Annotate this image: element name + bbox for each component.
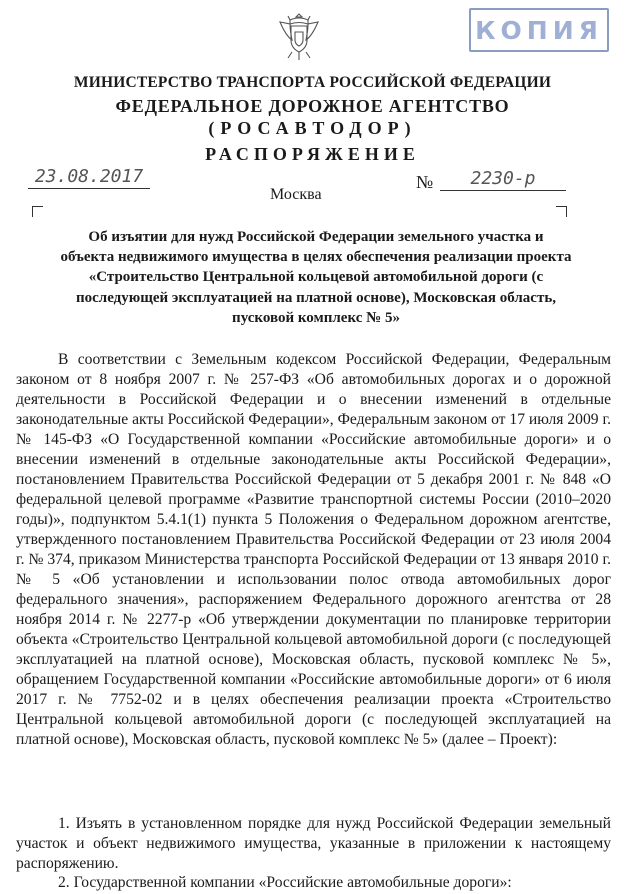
coat-of-arms-icon <box>276 8 322 62</box>
document-city: Москва <box>270 186 322 203</box>
number-label: № <box>416 172 434 192</box>
agency-short-name: (РОСАВТОДОР) <box>208 118 417 138</box>
document-date: 23.08.2017 <box>28 166 150 189</box>
copy-stamp <box>469 8 609 52</box>
document-title: Об изъятии для нужд Российской Федерации земельного участка и объекта недвижимого имущества в целях обеспечения реализации проекта «Строительство Центральной кольцевой автомобильной дороги (с последующей эксплуатацией на платной основе), Московская область, пусковой комплекс № 5» <box>60 229 572 326</box>
document-type: РАСПОРЯЖЕНИЕ <box>205 144 420 164</box>
copy-stamp-label: КОПИЯ <box>475 15 603 45</box>
agency-name: ФЕДЕРАЛЬНОЕ ДОРОЖНОЕ АГЕНТСТВО <box>115 96 510 116</box>
ministry-name: МИНИСТЕРСТВО ТРАНСПОРТА РОССИЙСКОЙ ФЕДЕРАЦИИ <box>73 74 552 91</box>
preamble-paragraph: В соответствии с Земельным кодексом Российской Федерации, Федеральным законом от 8 ноября 2007 г. № 257-ФЗ «Об автомобильных дорогах и о дорожной деятельности в Российской Федерации и о внесении изменений в отдельные законодательные акты Российской Федерации», Федеральным законом от 17 июля 2009 г. № 145-ФЗ «О Государственной компании «Российские автомобильные дороги» и о внесении изменений в отдельные законодательные акты Российской Федерации», постановлением Правительства Российской Федерации от 5 декабря 2001 г. № 848 «О федеральной целевой программе «Развитие транспортной системы России (2010–2020 годы)», подпунктом 5.4.1(1) пункта 5 Положения о Федеральном дорожном агентстве, утвержденного постановлением Правительства Российской Федерации от 23 июля 2004 г. № 374, приказом Министерства транспорта Российской Федерации от 13 января 2010 г. № 5 «Об установлении и использовании полос отвода автомобильных дорог федерального значения», распоряжением Федерального дорожного агентства от 28 ноября 2014 г. № 2277-р «Об утверждении документации по планировке территории объекта «Строительство Центральной кольцевой автомобильной дороги (с последующей эксплуатацией на платной основе), Московская область, пусковой комплекс № 5», обращением Государственной компании «Российские автомобильные дороги» от 6 июля 2017 г. № 7752-02 и в целях обеспечения реализации проекта «Строительство Центральной кольцевой автомобильной дороги (с последующей эксплуатацией на платной основе), Московская область, пусковой комплекс № 5» (далее – Проект): <box>16 351 611 748</box>
document-number: 2230-р <box>440 168 566 191</box>
title-corner-left <box>32 206 43 217</box>
clause-2: 2. Государственной компании «Российские автомобильные дороги»: <box>58 874 512 891</box>
title-corner-right <box>556 206 567 217</box>
clause-1: 1. Изъять в установленном порядке для нужд Российской Федерации земельный участок и объект недвижимого имущества, указанные в приложении к настоящему распоряжению. <box>16 815 611 872</box>
